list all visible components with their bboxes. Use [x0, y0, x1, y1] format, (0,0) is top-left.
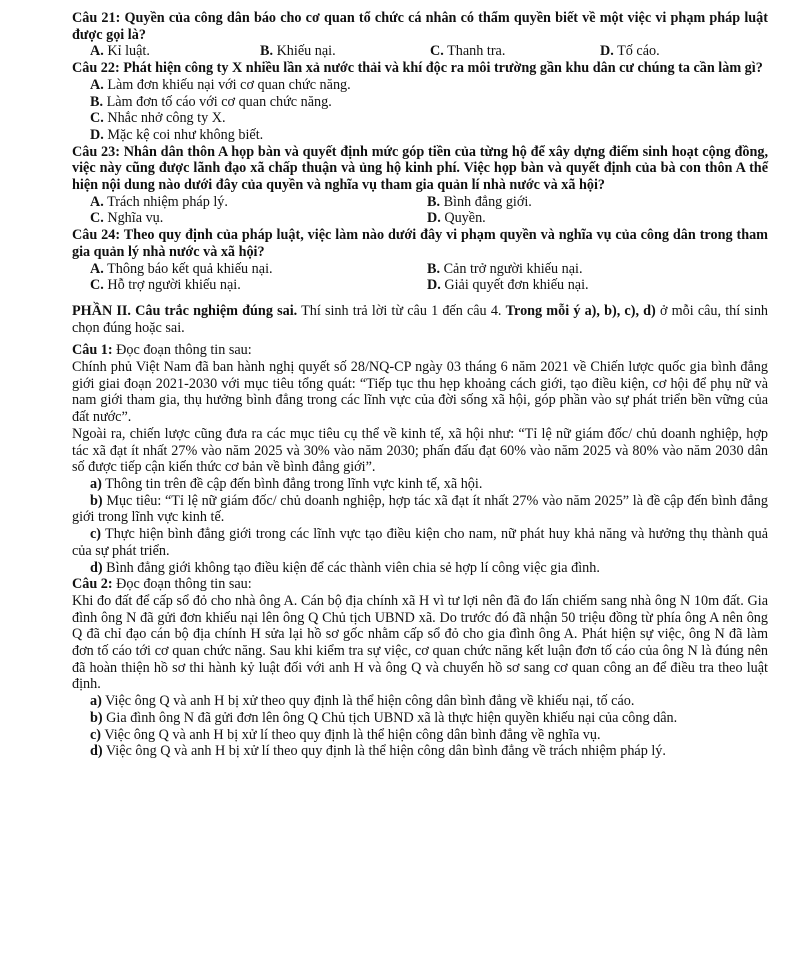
cau-1-item-b: b) Mục tiêu: “Tỉ lệ nữ giám đốc/ chủ doanh nghiệp, hợp tác xã đạt ít nhất 27% vào năm 2025” là đề cập đến bình đẳng giới trong lĩnh vực kinh tế.	[72, 492, 768, 526]
part-2-heading: PHẦN II. Câu trắc nghiệm đúng sai. Thí sinh trả lời từ câu 1 đến câu 4. Trong mỗi ý a), b), c), d) ở mỗi câu, thí sinh chọn đúng hoặc sai.	[72, 302, 769, 336]
question-21-options	[72, 43, 768, 60]
question-23-options-row-1	[72, 194, 768, 211]
option-b: B. Cản trở người khiếu nại.	[427, 260, 583, 277]
question-23-options-row-2	[72, 210, 768, 227]
cau-2-item-c: c) Việc ông Q và anh H bị xử lí theo quy định là thể hiện công dân bình đẳng về nghĩa vụ.	[90, 726, 601, 743]
option-b: B. Làm đơn tố cáo với cơ quan chức năng.	[90, 93, 332, 110]
question-23-title: Câu 23: Nhân dân thôn A họp bàn và quyết định mức góp tiền của từng hộ để xây dựng điểm sinh hoạt cộng đồng, việc này cũng được lãnh đạo xã chấp thuận và ủng hộ kinh phí. Việc họp bàn và quyết định của bà con thôn A thể hiện nội dung nào dưới đây của quyền và nghĩa vụ tham gia quản lí nhà nước và xã hội?	[72, 143, 768, 194]
option-c: C. Thanh tra.	[430, 43, 506, 60]
cau-1-intro: Câu 1: Đọc đoạn thông tin sau:	[72, 342, 252, 359]
option-d: D. Tố cáo.	[600, 43, 660, 60]
question-22-title: Câu 22: Phát hiện công ty X nhiều lần xả nước thải và khí độc ra môi trường gần khu dân cư chúng ta cần làm gì?	[72, 60, 763, 77]
option-b: B. Bình đẳng giới.	[427, 193, 532, 210]
cau-2-item-a: a) Việc ông Q và anh H bị xử theo quy định là thể hiện công dân bình đẳng về khiếu nại, tố cáo.	[90, 693, 635, 710]
option-c: C. Hỗ trợ người khiếu nại.	[90, 277, 241, 294]
cau-2-item-b: b) Gia đình ông N đã gửi đơn lên ông Q Chủ tịch UBND xã là thực hiện quyền khiếu nại của công dân.	[90, 709, 678, 726]
question-24-options-row-2	[72, 277, 768, 294]
option-c: C. Nghĩa vụ.	[90, 210, 164, 227]
option-b: B. Khiếu nại.	[260, 43, 336, 60]
cau-1-item-d: d) Bình đẳng giới không tạo điều kiện để các thành viên chia sẻ hợp lí công việc gia đình.	[90, 559, 600, 576]
question-24-title: Câu 24: Theo quy định của pháp luật, việc làm nào dưới đây vi phạm quyền và nghĩa vụ của công dân trong tham gia quản lý nhà nước và xã hội?	[72, 227, 768, 260]
option-d: D. Mặc kệ coi như không biết.	[90, 126, 264, 143]
cau-2-paragraph-1: Khi đo đất để cấp sổ đỏ cho nhà ông A. Cán bộ địa chính xã H vì tư lợi nên đã đo lấn chiếm sang nhà ông N 10m đất. Gia đình ông N đã gửi đơn khiếu nại lên ông Q Chủ tịch UBND xã. Do trước đó đã nhận 50 triệu đồng từ phía ông A nên ông Q đã chỉ đạo cán bộ địa chính H sửa lại hồ sơ gốc nhằm cấp sổ đỏ cho gia đình ông A. Phát hiện sự việc, ông N đã làm đơn tố cáo tới cơ quan chức năng. Sau khi kiểm tra sự việc, cơ quan chức năng kết luận đơn tố cáo của ông N là đúng nên đã hoàn thiện hồ sơ thi hành kỷ luật đối với anh H và ông Q và chuyển hồ sơ sang cơ quan công an để điều tra theo luật định.	[72, 592, 768, 693]
cau-2-intro: Câu 2: Đọc đoạn thông tin sau:	[72, 576, 252, 593]
cau-2-item-d: d) Việc ông Q và anh H bị xử lí theo quy định là thể hiện công dân bình đẳng về trách nhiệm pháp lý.	[90, 743, 666, 760]
cau-1-item-c: c) Thực hiện bình đẳng giới trong các lĩnh vực tạo điều kiện cho nam, nữ phát huy khả năng và hưởng thụ thành quả của sự phát triển.	[72, 526, 768, 559]
cau-1-item-a: a) Thông tin trên đề cập đến bình đẳng trong lĩnh vực kinh tế, xã hội.	[90, 475, 483, 492]
option-a: A. Làm đơn khiếu nại với cơ quan chức năng.	[90, 76, 351, 93]
option-d: D. Giải quyết đơn khiếu nại.	[427, 277, 589, 294]
option-c: C. Nhắc nhở công ty X.	[90, 110, 226, 127]
question-24-options-row-1	[72, 261, 768, 278]
option-a: A. Trách nhiệm pháp lý.	[90, 193, 228, 210]
option-a: A. Kỉ luật.	[90, 43, 150, 60]
cau-1-paragraph-1: Chính phủ Việt Nam đã ban hành nghị quyết số 28/NQ-CP ngày 03 tháng 6 năm 2021 về Chiến lược quốc gia bình đẳng giới giai đoạn 2021-2030 với mục tiêu tổng quát: “Tiếp tục thu hẹp khoảng cách giới, tạo điều kiện, cơ hội để phụ nữ và nam giới tham gia, thụ hưởng bình đẳng trong các lĩnh vực của đời sống xã hội, góp phần vào sự phát triển bền vững của đất nước”.	[72, 359, 768, 426]
option-a: A. Thông báo kết quả khiếu nại.	[90, 260, 273, 277]
question-21-title: Câu 21: Quyền của công dân báo cho cơ quan tổ chức cá nhân có thẩm quyền biết về một việc vi phạm pháp luật được gọi là?	[72, 10, 768, 43]
cau-1-paragraph-2: Ngoài ra, chiến lược cũng đưa ra các mục tiêu cụ thể về kinh tế, xã hội như: “Tỉ lệ nữ giám đốc/ chủ doanh nghiệp, hợp tác xã đạt ít nhất 27% vào năm 2025 và 30% vào năm 2030; phấn đấu đạt 60% vào năm 2025 và 80% vào năm 2030 dân số được tiếp cận kiến thức cơ bản về bình đẳng giới”.	[72, 425, 768, 476]
option-d: D. Quyền.	[427, 210, 486, 227]
